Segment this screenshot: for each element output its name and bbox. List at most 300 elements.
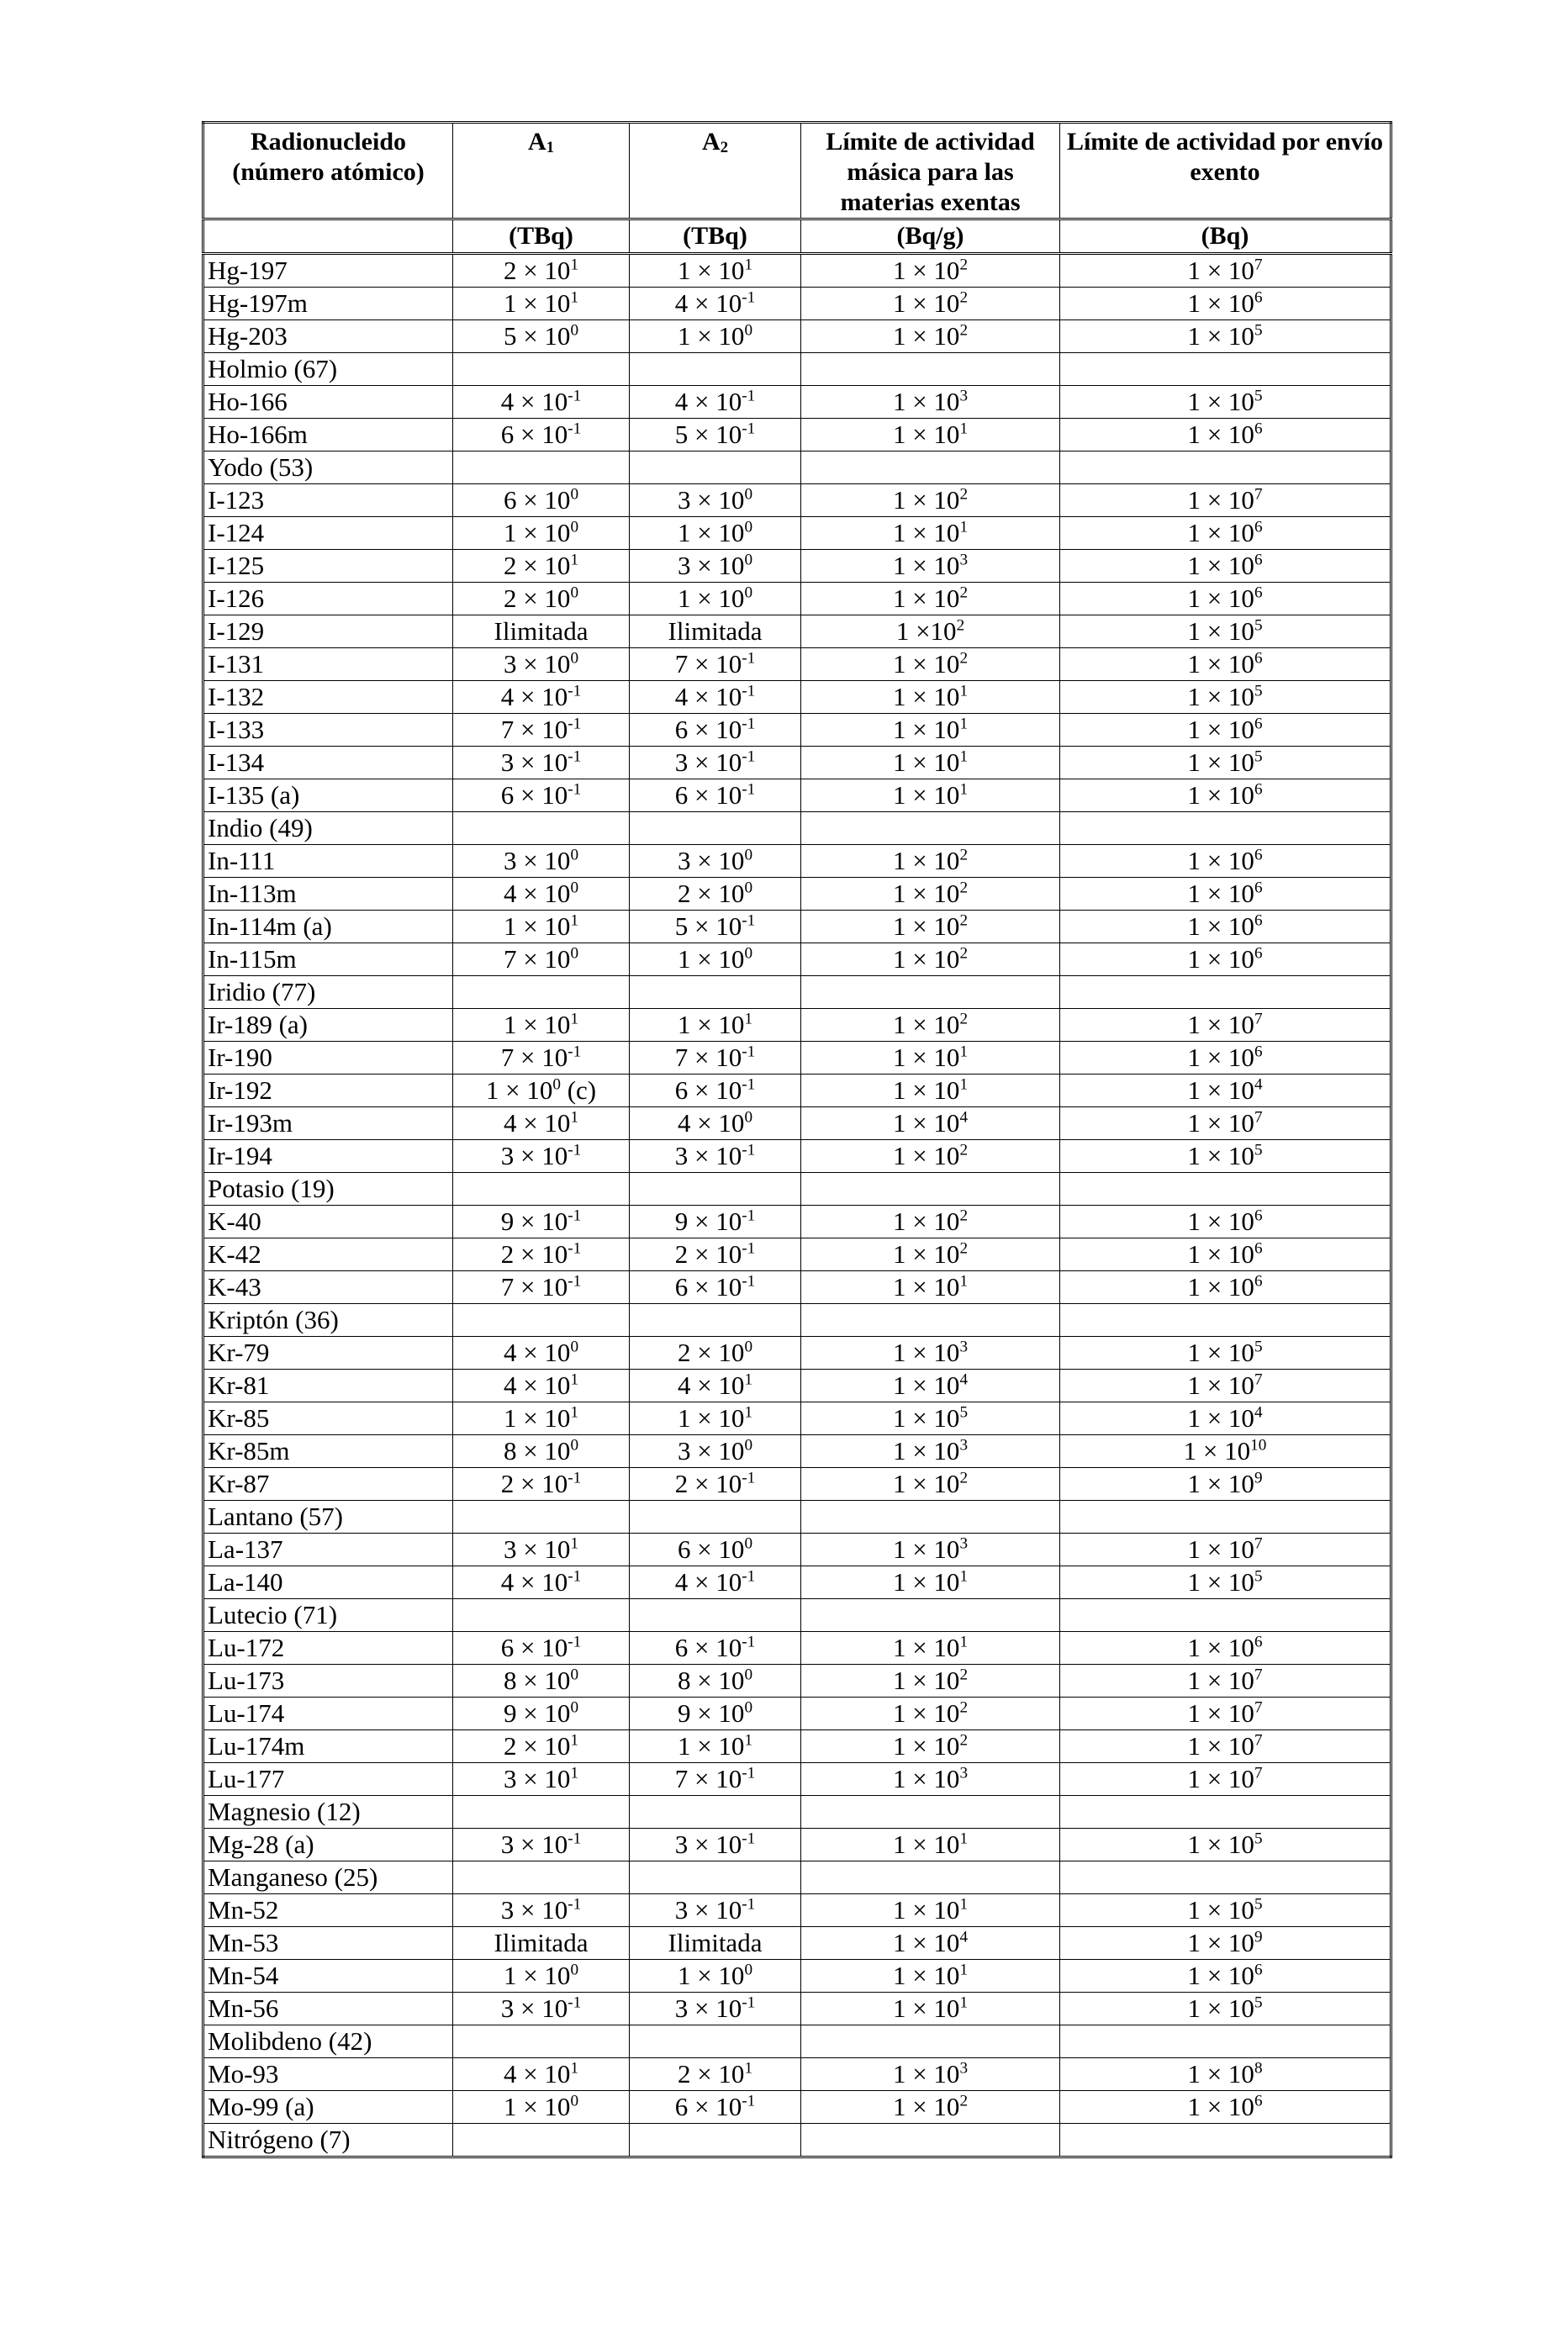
a1-cell: $4 \times 10^{-1}$: [453, 386, 630, 419]
table-row: [203, 943, 1391, 976]
nuclide-cell: Kriptón (36): [203, 1304, 453, 1337]
a1-cell: $1 \times 10^0$: [453, 517, 630, 550]
table-row: [203, 1501, 1391, 1534]
a1-cell: $4 \times 10^1$: [453, 1370, 630, 1402]
nuclide-cell: Kr-81: [203, 1370, 453, 1402]
a2-cell: $8 \times 10^0$: [630, 1665, 801, 1698]
a2-cell: $3 \times 10^0$: [630, 550, 801, 583]
nuclide-cell: Ir-192: [203, 1075, 453, 1107]
consignment-limit-cell: $1 \times 10^6$: [1060, 517, 1391, 550]
a1-cell: $4 \times 10^1$: [453, 2058, 630, 2091]
table-row: [203, 1566, 1391, 1599]
nuclide-cell: Hg-203: [203, 320, 453, 353]
nuclide-cell: Molibdeno (42): [203, 2025, 453, 2058]
table-row: [203, 2058, 1391, 2091]
nuclide-cell: I-133: [203, 714, 453, 747]
header-a2-subscript: 2: [720, 138, 728, 156]
nuclide-cell: Lutecio (71): [203, 1599, 453, 1632]
a2-cell: $6 \times 10^{-1}$: [630, 1632, 801, 1665]
unit-row: [203, 219, 1391, 254]
nuclide-cell: Ir-189 (a): [203, 1009, 453, 1042]
a2-cell: $4 \times 10^1$: [630, 1370, 801, 1402]
table-row: [203, 1370, 1391, 1402]
mass-limit-cell: $1 \times 10^1$: [801, 714, 1060, 747]
a1-cell: $4 \times 10^0$: [453, 878, 630, 911]
header-consignment-limit: Límite de actividad por envío exento: [1060, 123, 1391, 219]
mass-limit-cell: $1 \times 10^2$: [801, 1665, 1060, 1698]
a2-cell: $2 \times 10^1$: [630, 2058, 801, 2091]
nuclide-cell: Ir-190: [203, 1042, 453, 1075]
table-row: [203, 1927, 1391, 1960]
a2-cell: $1 \times 10^0$: [630, 1960, 801, 1993]
a2-cell: $3 \times 10^{-1}$: [630, 1894, 801, 1927]
a1-cell: $4 \times 10^{-1}$: [453, 1566, 630, 1599]
mass-limit-cell: $1 \times 10^3$: [801, 386, 1060, 419]
table-row: [203, 1107, 1391, 1140]
consignment-limit-cell: $1 \times 10^9$: [1060, 1927, 1391, 1960]
nuclide-cell: Hg-197: [203, 254, 453, 288]
table-row: [203, 779, 1391, 812]
mass-limit-cell: $1 \times 10^1$: [801, 1960, 1060, 1993]
mass-limit-cell: $1 \times 10^5$: [801, 1402, 1060, 1435]
table-row: [203, 812, 1391, 845]
nuclide-cell: In-111: [203, 845, 453, 878]
mass-limit-cell: $1 \times 10^2$: [801, 1140, 1060, 1173]
consignment-limit-cell: $1 \times 10^6$: [1060, 419, 1391, 451]
header-a1-letter: A: [528, 128, 546, 156]
a1-cell: [453, 1796, 630, 1829]
consignment-limit-cell: $1 \times 10^7$: [1060, 1534, 1391, 1566]
nuclide-cell: Potasio (19): [203, 1173, 453, 1206]
table-row: [203, 254, 1391, 288]
consignment-limit-cell: $1 \times 10^7$: [1060, 1665, 1391, 1698]
a2-cell: $3 \times 10^{-1}$: [630, 747, 801, 779]
nuclide-cell: Manganeso (25): [203, 1861, 453, 1894]
nuclide-cell: I-134: [203, 747, 453, 779]
nuclide-cell: I-123: [203, 484, 453, 517]
mass-limit-cell: $1 \times 10^2$: [801, 615, 1060, 648]
a1-cell: $7 \times 10^0$: [453, 943, 630, 976]
nuclide-cell: I-131: [203, 648, 453, 681]
nuclide-cell: Ho-166: [203, 386, 453, 419]
consignment-limit-cell: $1 \times 10^5$: [1060, 1566, 1391, 1599]
nuclide-cell: Nitrógeno (7): [203, 2124, 453, 2157]
a1-cell: $3 \times 10^0$: [453, 845, 630, 878]
table-row: [203, 681, 1391, 714]
consignment-limit-cell: $1 \times 10^7$: [1060, 254, 1391, 288]
nuclide-cell: Mo-93: [203, 2058, 453, 2091]
consignment-limit-cell: [1060, 1501, 1391, 1534]
mass-limit-cell: $1 \times 10^2$: [801, 1238, 1060, 1271]
nuclide-cell: Lu-174: [203, 1698, 453, 1730]
nuclide-cell: Mn-56: [203, 1993, 453, 2025]
table-row: [203, 1173, 1391, 1206]
a1-cell: $6 \times 10^{-1}$: [453, 779, 630, 812]
mass-limit-cell: $1 \times 10^2$: [801, 1468, 1060, 1501]
a2-cell: [630, 353, 801, 386]
nuclide-cell: Iridio (77): [203, 976, 453, 1009]
nuclide-cell: In-114m (a): [203, 911, 453, 943]
table-row: [203, 2025, 1391, 2058]
consignment-limit-cell: $1 \times 10^7$: [1060, 484, 1391, 517]
table-row: [203, 386, 1391, 419]
consignment-limit-cell: $1 \times 10^5$: [1060, 681, 1391, 714]
table-row: [203, 1763, 1391, 1796]
mass-limit-cell: $1 \times 10^1$: [801, 1894, 1060, 1927]
mass-limit-cell: $1 \times 10^1$: [801, 517, 1060, 550]
table-row: [203, 2091, 1391, 2124]
a2-cell: $3 \times 10^0$: [630, 1435, 801, 1468]
mass-limit-cell: $1 \times 10^2$: [801, 2091, 1060, 2124]
nuclide-cell: La-140: [203, 1566, 453, 1599]
nuclide-cell: Mn-54: [203, 1960, 453, 1993]
a1-cell: $6 \times 10^0$: [453, 484, 630, 517]
nuclide-cell: Mg-28 (a): [203, 1829, 453, 1861]
table-row: [203, 976, 1391, 1009]
table-row: [203, 517, 1391, 550]
nuclide-cell: Mo-99 (a): [203, 2091, 453, 2124]
mass-limit-cell: [801, 1861, 1060, 1894]
nuclide-cell: Kr-85m: [203, 1435, 453, 1468]
mass-limit-cell: $1 \times 10^3$: [801, 1763, 1060, 1796]
nuclide-cell: K-43: [203, 1271, 453, 1304]
header-a1: [453, 123, 630, 219]
header-mass-limit: Límite de actividad másica para las materias exentas: [801, 123, 1060, 219]
a1-cell: [453, 2124, 630, 2157]
consignment-limit-cell: $1 \times 10^6$: [1060, 1960, 1391, 1993]
nuclide-cell: Mn-53: [203, 1927, 453, 1960]
table-row: [203, 288, 1391, 320]
table-row: [203, 1894, 1391, 1927]
a1-cell: [453, 1304, 630, 1337]
table-row: [203, 1337, 1391, 1370]
table-row: [203, 1435, 1391, 1468]
nuclide-cell: Kr-87: [203, 1468, 453, 1501]
table-row: [203, 1238, 1391, 1271]
a2-cell: $4 \times 10^{-1}$: [630, 681, 801, 714]
a1-cell: $1 \times 10^1$: [453, 911, 630, 943]
mass-limit-cell: $1 \times 10^2$: [801, 1730, 1060, 1763]
a2-cell: $3 \times 10^{-1}$: [630, 1993, 801, 2025]
a1-cell: [453, 976, 630, 1009]
consignment-limit-cell: [1060, 1796, 1391, 1829]
nuclide-cell: Holmio (67): [203, 353, 453, 386]
a2-cell: $5 \times 10^{-1}$: [630, 911, 801, 943]
mass-limit-cell: $1 \times 10^2$: [801, 1206, 1060, 1238]
table-row: [203, 1632, 1391, 1665]
mass-limit-cell: $1 \times 10^1$: [801, 1566, 1060, 1599]
a1-cell: $3 \times 10^0$: [453, 648, 630, 681]
mass-limit-cell: $1 \times 10^1$: [801, 1042, 1060, 1075]
table-row: [203, 583, 1391, 615]
a1-cell: [453, 1599, 630, 1632]
mass-limit-cell: $1 \times 10^2$: [801, 320, 1060, 353]
unit-a2: (TBq): [630, 219, 801, 254]
a1-cell: $8 \times 10^0$: [453, 1665, 630, 1698]
a1-cell: $2 \times 10^0$: [453, 583, 630, 615]
table-row: [203, 550, 1391, 583]
a1-cell: [453, 353, 630, 386]
mass-limit-cell: $1 \times 10^2$: [801, 648, 1060, 681]
a2-cell: $1 \times 10^1$: [630, 1402, 801, 1435]
consignment-limit-cell: $1 \times 10^6$: [1060, 583, 1391, 615]
mass-limit-cell: $1 \times 10^3$: [801, 550, 1060, 583]
a2-cell: $7 \times 10^{-1}$: [630, 648, 801, 681]
a1-cell: Ilimitada: [453, 1927, 630, 1960]
a1-cell: $7 \times 10^{-1}$: [453, 714, 630, 747]
a1-cell: $2 \times 10^1$: [453, 254, 630, 288]
mass-limit-cell: [801, 1173, 1060, 1206]
consignment-limit-cell: $1 \times 10^6$: [1060, 1042, 1391, 1075]
consignment-limit-cell: $1 \times 10^5$: [1060, 320, 1391, 353]
mass-limit-cell: [801, 451, 1060, 484]
consignment-limit-cell: $1 \times 10^6$: [1060, 2091, 1391, 2124]
mass-limit-cell: $1 \times 10^3$: [801, 1534, 1060, 1566]
consignment-limit-cell: $1 \times 10^9$: [1060, 1468, 1391, 1501]
a2-cell: [630, 1599, 801, 1632]
header-a2-letter: A: [702, 128, 721, 156]
table-body: [203, 254, 1391, 2157]
a2-cell: $9 \times 10^0$: [630, 1698, 801, 1730]
unit-nuclide: [203, 219, 453, 254]
radionuclide-table: [202, 121, 1392, 2158]
a2-cell: $2 \times 10^0$: [630, 878, 801, 911]
consignment-limit-cell: $1 \times 10^6$: [1060, 1206, 1391, 1238]
nuclide-cell: La-137: [203, 1534, 453, 1566]
consignment-limit-cell: $1 \times 10^5$: [1060, 747, 1391, 779]
consignment-limit-cell: $1 \times 10^{10}$: [1060, 1435, 1391, 1468]
consignment-limit-cell: $1 \times 10^7$: [1060, 1763, 1391, 1796]
mass-limit-cell: $1 \times 10^1$: [801, 747, 1060, 779]
nuclide-cell: Indio (49): [203, 812, 453, 845]
consignment-limit-cell: $1 \times 10^6$: [1060, 714, 1391, 747]
table-row: [203, 878, 1391, 911]
mass-limit-cell: $1 \times 10^1$: [801, 1829, 1060, 1861]
consignment-limit-cell: $1 \times 10^6$: [1060, 1271, 1391, 1304]
consignment-limit-cell: $1 \times 10^5$: [1060, 1829, 1391, 1861]
mass-limit-cell: [801, 2025, 1060, 2058]
consignment-limit-cell: $1 \times 10^6$: [1060, 550, 1391, 583]
a1-cell: $3 \times 10^{-1}$: [453, 1140, 630, 1173]
a2-cell: [630, 1304, 801, 1337]
a2-cell: $6 \times 10^{-1}$: [630, 1271, 801, 1304]
table-row: [203, 1468, 1391, 1501]
table-row: [203, 320, 1391, 353]
a2-cell: [630, 2124, 801, 2157]
a1-cell: [453, 451, 630, 484]
nuclide-cell: Lu-177: [203, 1763, 453, 1796]
nuclide-cell: Mn-52: [203, 1894, 453, 1927]
a2-cell: $6 \times 10^{-1}$: [630, 779, 801, 812]
mass-limit-cell: [801, 1599, 1060, 1632]
a1-cell: $2 \times 10^{-1}$: [453, 1238, 630, 1271]
consignment-limit-cell: $1 \times 10^6$: [1060, 878, 1391, 911]
table-row: [203, 1665, 1391, 1698]
nuclide-cell: I-135 (a): [203, 779, 453, 812]
table-row: [203, 1960, 1391, 1993]
a2-cell: $7 \times 10^{-1}$: [630, 1042, 801, 1075]
mass-limit-cell: $1 \times 10^2$: [801, 484, 1060, 517]
nuclide-cell: I-132: [203, 681, 453, 714]
consignment-limit-cell: $1 \times 10^7$: [1060, 1730, 1391, 1763]
a2-cell: $2 \times 10^{-1}$: [630, 1468, 801, 1501]
a1-cell: $2 \times 10^1$: [453, 1730, 630, 1763]
mass-limit-cell: $1 \times 10^2$: [801, 254, 1060, 288]
nuclide-cell: Yodo (53): [203, 451, 453, 484]
a1-cell: $1 \times 10^0$: [453, 2091, 630, 2124]
consignment-limit-cell: [1060, 2124, 1391, 2157]
a1-cell: $4 \times 10^{-1}$: [453, 681, 630, 714]
consignment-limit-cell: [1060, 451, 1391, 484]
a2-cell: $1 \times 10^0$: [630, 517, 801, 550]
a2-cell: $3 \times 10^{-1}$: [630, 1140, 801, 1173]
mass-limit-cell: [801, 353, 1060, 386]
a1-cell: $4 \times 10^0$: [453, 1337, 630, 1370]
a2-cell: $1 \times 10^1$: [630, 1730, 801, 1763]
a1-cell: $7 \times 10^{-1}$: [453, 1271, 630, 1304]
table-row: [203, 1599, 1391, 1632]
table-row: [203, 1206, 1391, 1238]
nuclide-cell: Lu-173: [203, 1665, 453, 1698]
nuclide-cell: In-115m: [203, 943, 453, 976]
a1-cell: $1 \times 10^1$: [453, 288, 630, 320]
table-row: [203, 2124, 1391, 2157]
a2-cell: [630, 1796, 801, 1829]
mass-limit-cell: $1 \times 10^1$: [801, 1632, 1060, 1665]
unit-mass-limit: (Bq/g): [801, 219, 1060, 254]
a1-cell: $7 \times 10^{-1}$: [453, 1042, 630, 1075]
a2-cell: [630, 1173, 801, 1206]
mass-limit-cell: $1 \times 10^1$: [801, 1993, 1060, 2025]
a1-cell: $2 \times 10^{-1}$: [453, 1468, 630, 1501]
a2-cell: $3 \times 10^0$: [630, 484, 801, 517]
mass-limit-cell: $1 \times 10^2$: [801, 288, 1060, 320]
a2-cell: [630, 1501, 801, 1534]
a2-cell: Ilimitada: [630, 615, 801, 648]
consignment-limit-cell: $1 \times 10^5$: [1060, 1337, 1391, 1370]
a1-cell: $1 \times 10^1$: [453, 1402, 630, 1435]
consignment-limit-cell: $1 \times 10^5$: [1060, 386, 1391, 419]
a1-cell: $1 \times 10^0$ (c): [453, 1075, 630, 1107]
a2-cell: $7 \times 10^{-1}$: [630, 1763, 801, 1796]
table-row: [203, 747, 1391, 779]
a2-cell: $2 \times 10^0$: [630, 1337, 801, 1370]
a1-cell: [453, 2025, 630, 2058]
nuclide-cell: K-42: [203, 1238, 453, 1271]
mass-limit-cell: $1 \times 10^2$: [801, 1009, 1060, 1042]
a2-cell: [630, 976, 801, 1009]
table-row: [203, 1402, 1391, 1435]
a2-cell: $1 \times 10^1$: [630, 254, 801, 288]
a1-cell: $3 \times 10^{-1}$: [453, 1993, 630, 2025]
a2-cell: $2 \times 10^{-1}$: [630, 1238, 801, 1271]
table-row: [203, 1534, 1391, 1566]
consignment-limit-cell: $1 \times 10^6$: [1060, 648, 1391, 681]
a1-cell: $8 \times 10^0$: [453, 1435, 630, 1468]
a1-cell: $5 \times 10^0$: [453, 320, 630, 353]
mass-limit-cell: $1 \times 10^4$: [801, 1370, 1060, 1402]
nuclide-cell: I-126: [203, 583, 453, 615]
table-row: [203, 1075, 1391, 1107]
mass-limit-cell: $1 \times 10^3$: [801, 1337, 1060, 1370]
a2-cell: $9 \times 10^{-1}$: [630, 1206, 801, 1238]
a1-cell: $2 \times 10^1$: [453, 550, 630, 583]
table-row: [203, 615, 1391, 648]
consignment-limit-cell: $1 \times 10^7$: [1060, 1370, 1391, 1402]
nuclide-cell: Hg-197m: [203, 288, 453, 320]
table-row: [203, 353, 1391, 386]
mass-limit-cell: $1 \times 10^3$: [801, 1435, 1060, 1468]
a2-cell: $6 \times 10^{-1}$: [630, 2091, 801, 2124]
consignment-limit-cell: $1 \times 10^8$: [1060, 2058, 1391, 2091]
consignment-limit-cell: $1 \times 10^6$: [1060, 1238, 1391, 1271]
consignment-limit-cell: $1 \times 10^7$: [1060, 1009, 1391, 1042]
mass-limit-cell: $1 \times 10^4$: [801, 1107, 1060, 1140]
nuclide-cell: I-129: [203, 615, 453, 648]
nuclide-cell: Lantano (57): [203, 1501, 453, 1534]
mass-limit-cell: [801, 1796, 1060, 1829]
mass-limit-cell: $1 \times 10^1$: [801, 779, 1060, 812]
a1-cell: [453, 1861, 630, 1894]
a1-cell: $3 \times 10^{-1}$: [453, 1829, 630, 1861]
mass-limit-cell: $1 \times 10^2$: [801, 583, 1060, 615]
consignment-limit-cell: $1 \times 10^6$: [1060, 1632, 1391, 1665]
mass-limit-cell: [801, 1304, 1060, 1337]
consignment-limit-cell: $1 \times 10^6$: [1060, 845, 1391, 878]
consignment-limit-cell: $1 \times 10^4$: [1060, 1075, 1391, 1107]
table-row: [203, 648, 1391, 681]
mass-limit-cell: $1 \times 10^1$: [801, 681, 1060, 714]
nuclide-cell: Magnesio (12): [203, 1796, 453, 1829]
mass-limit-cell: $1 \times 10^2$: [801, 845, 1060, 878]
a1-cell: $3 \times 10^{-1}$: [453, 1894, 630, 1927]
a1-cell: $9 \times 10^{-1}$: [453, 1206, 630, 1238]
table-row: [203, 714, 1391, 747]
consignment-limit-cell: $1 \times 10^5$: [1060, 1140, 1391, 1173]
a2-cell: $4 \times 10^{-1}$: [630, 288, 801, 320]
consignment-limit-cell: $1 \times 10^7$: [1060, 1698, 1391, 1730]
a2-cell: $5 \times 10^{-1}$: [630, 419, 801, 451]
nuclide-cell: Kr-85: [203, 1402, 453, 1435]
a1-cell: $3 \times 10^{-1}$: [453, 747, 630, 779]
mass-limit-cell: [801, 1501, 1060, 1534]
table-row: [203, 1993, 1391, 2025]
mass-limit-cell: $1 \times 10^2$: [801, 943, 1060, 976]
table-row: [203, 1271, 1391, 1304]
a1-cell: $3 \times 10^1$: [453, 1534, 630, 1566]
nuclide-cell: Lu-174m: [203, 1730, 453, 1763]
a1-cell: $6 \times 10^{-1}$: [453, 1632, 630, 1665]
table-row: [203, 484, 1391, 517]
table-row: [203, 911, 1391, 943]
a2-cell: Ilimitada: [630, 1927, 801, 1960]
a2-cell: [630, 451, 801, 484]
table-row: [203, 1829, 1391, 1861]
mass-limit-cell: [801, 812, 1060, 845]
nuclide-cell: Ir-194: [203, 1140, 453, 1173]
table-row: [203, 451, 1391, 484]
a2-cell: $1 \times 10^0$: [630, 583, 801, 615]
consignment-limit-cell: $1 \times 10^7$: [1060, 1107, 1391, 1140]
consignment-limit-cell: $1 \times 10^6$: [1060, 288, 1391, 320]
header-a1-subscript: 1: [546, 138, 554, 156]
a2-cell: [630, 2025, 801, 2058]
unit-a1: (TBq): [453, 219, 630, 254]
consignment-limit-cell: $1 \times 10^6$: [1060, 779, 1391, 812]
a1-cell: [453, 1173, 630, 1206]
consignment-limit-cell: [1060, 1173, 1391, 1206]
consignment-limit-cell: $1 \times 10^5$: [1060, 615, 1391, 648]
